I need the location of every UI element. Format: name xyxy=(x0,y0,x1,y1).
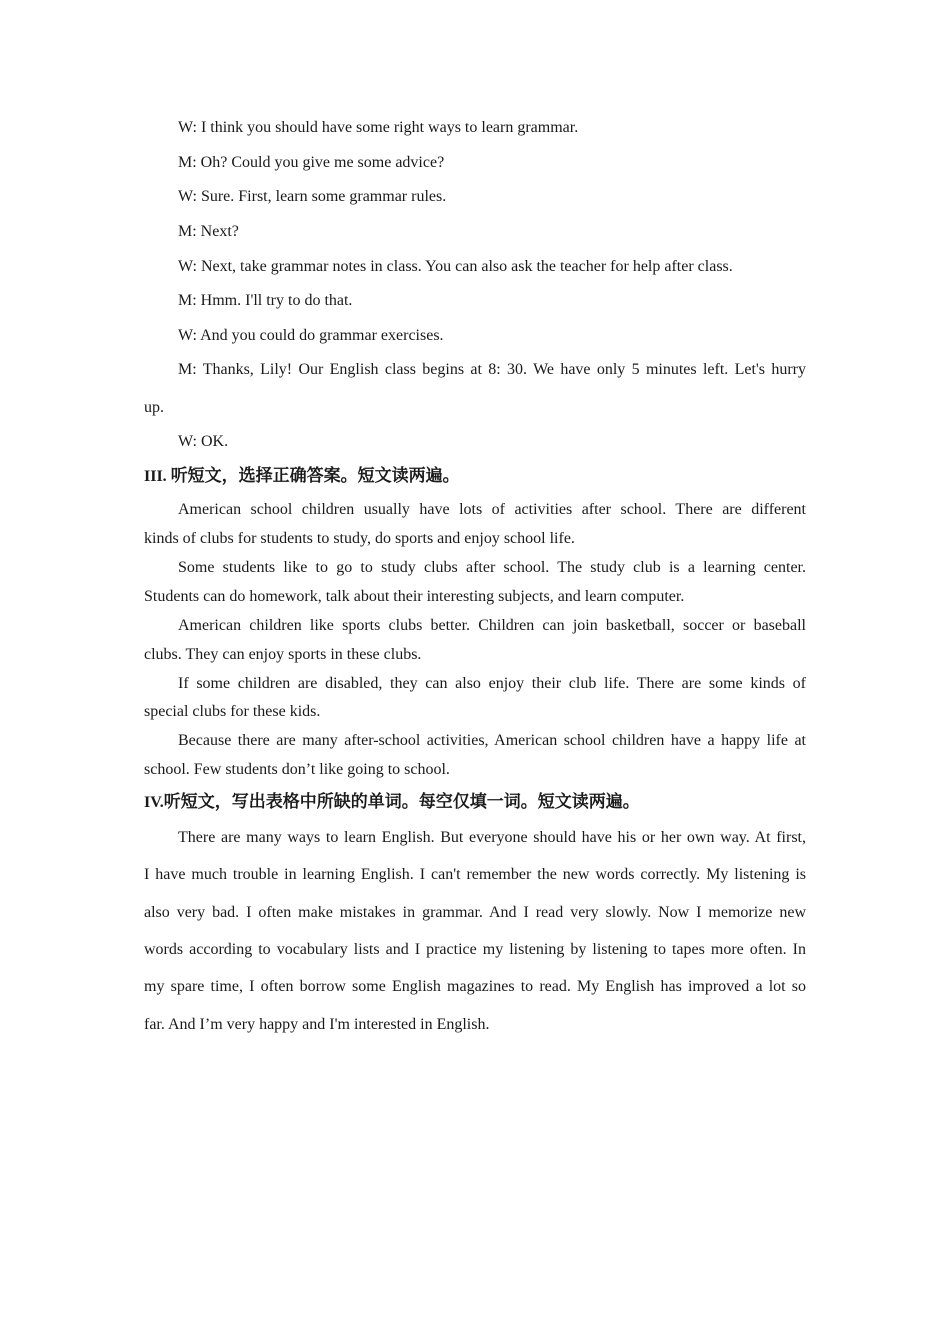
paragraph-line: words according to vocabulary lists and I practice my listening by listening to tapes more often. In xyxy=(144,941,806,958)
dialogue-line: W: And you could do grammar exercises. xyxy=(178,327,444,344)
dialogue-line: up. xyxy=(144,399,164,416)
dialogue-line: M: Thanks, Lily! Our English class begins at 8: 30. We have only 5 minutes left. Let's hurry xyxy=(178,361,806,378)
section-4-title: 听短文，写出表格中所缺的单词。每空仅填一词。短文读两遍。 xyxy=(163,792,640,812)
section-3-number: III. xyxy=(144,468,171,485)
paragraph-line: American school children usually have lots of activities after school. There are different xyxy=(178,501,806,518)
dialogue-line: W: Sure. First, learn some grammar rules. xyxy=(178,188,447,205)
paragraph-line: Because there are many after-school activities, American school children have a happy life at xyxy=(178,732,806,749)
section-3-heading xyxy=(144,465,460,488)
paragraph-line: American children like sports clubs better. Children can join basketball, soccer or baseball xyxy=(178,617,806,634)
paragraph-line: Students can do homework, talk about their interesting subjects, and learn computer. xyxy=(144,588,685,605)
paragraph-line: I have much trouble in learning English. I can't remember the new words correctly. My listening is xyxy=(144,866,806,883)
paragraph-line: There are many ways to learn English. But everyone should have his or her own way. At first, xyxy=(178,829,806,846)
paragraph-line: special clubs for these kids. xyxy=(144,703,321,720)
paragraph-line: also very bad. I often make mistakes in grammar. And I read very slowly. Now I memorize new xyxy=(144,904,806,921)
section-4-number: IV. xyxy=(144,794,164,811)
dialogue-line: M: Next? xyxy=(178,223,239,240)
dialogue-line: M: Hmm. I'll try to do that. xyxy=(178,292,353,309)
paragraph-line: school. Few students don’t like going to school. xyxy=(144,761,450,778)
dialogue-line: W: Next, take grammar notes in class. You can also ask the teacher for help after class. xyxy=(178,258,733,275)
section-4-heading xyxy=(144,791,640,814)
paragraph-line: my spare time, I often borrow some English magazines to read. My English has improved a lot so xyxy=(144,978,806,995)
dialogue-line: W: I think you should have some right ways to learn grammar. xyxy=(178,119,579,136)
dialogue-line: W: OK. xyxy=(178,433,229,450)
dialogue-line: M: Oh? Could you give me some advice? xyxy=(178,154,445,171)
paragraph-line: far. And I’m very happy and I'm interested in English. xyxy=(144,1016,490,1033)
paragraph-line: If some children are disabled, they can also enjoy their club life. There are some kinds of xyxy=(178,675,806,692)
section-3-title: 听短文，选择正确答案。短文读两遍。 xyxy=(170,466,460,486)
paragraph-line: clubs. They can enjoy sports in these clubs. xyxy=(144,646,422,663)
paragraph-line: kinds of clubs for students to study, do sports and enjoy school life. xyxy=(144,530,575,547)
paragraph-line: Some students like to go to study clubs after school. The study club is a learning center. xyxy=(178,559,806,576)
